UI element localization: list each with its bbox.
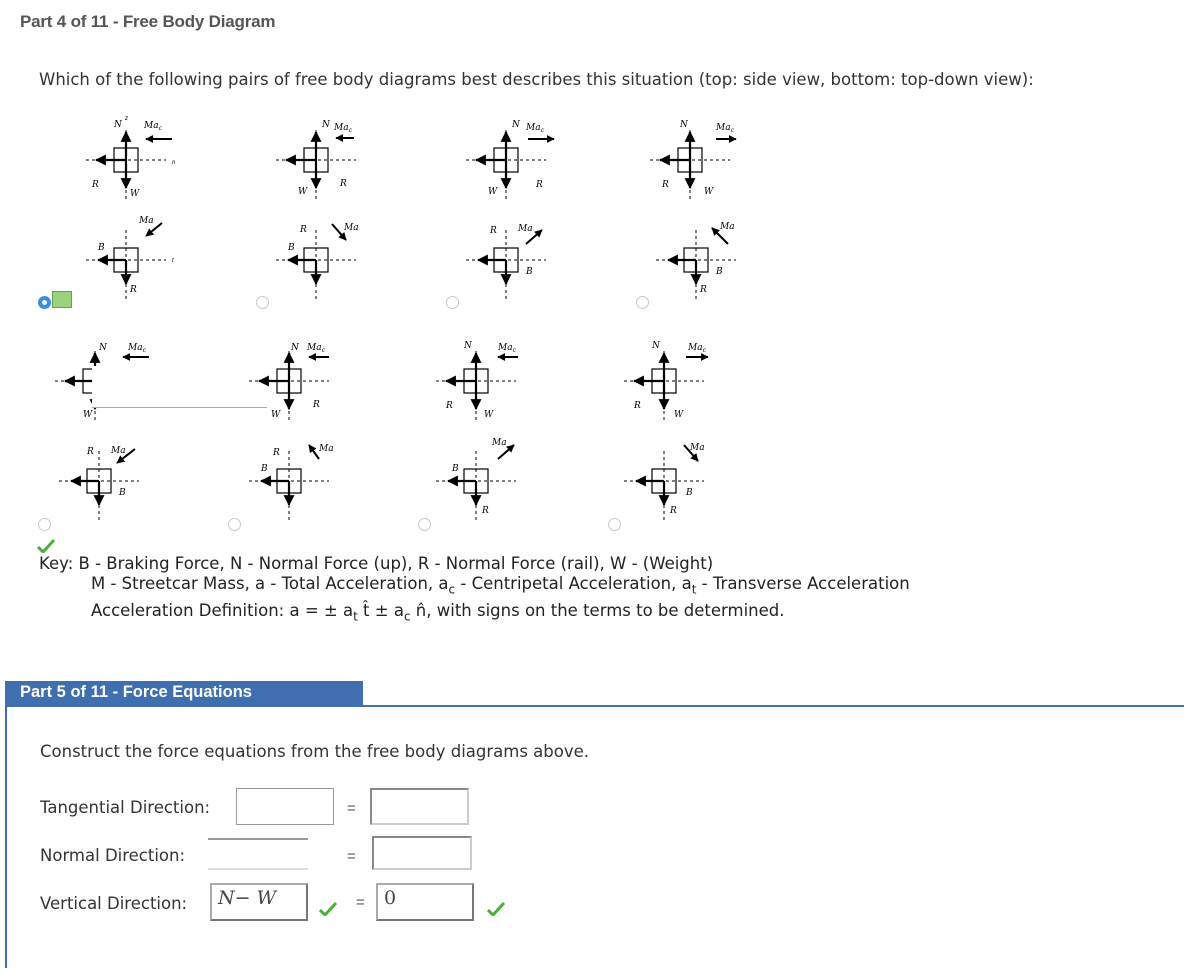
svg-text:n: n <box>172 160 176 166</box>
svg-text:R: R <box>300 225 307 235</box>
svg-text:Mac: $Ma_c$ <box>128 343 146 354</box>
fbd-option-5 <box>55 333 165 523</box>
radio-option-4[interactable] <box>636 296 649 309</box>
fbd-option-1 <box>80 112 190 302</box>
fbd-option-7 <box>432 333 542 523</box>
svg-text:Ma: Ma <box>492 438 507 448</box>
svg-text:R: R <box>130 285 137 295</box>
svg-text:B: B <box>98 243 105 253</box>
svg-text:R: R <box>446 401 453 411</box>
svg-text:W: W <box>298 187 308 197</box>
svg-text:R: R <box>340 179 347 189</box>
normal-equals: = <box>347 848 356 865</box>
svg-text:R: R <box>313 400 320 410</box>
svg-text:R: R <box>87 447 94 457</box>
key-line-3: Acceleration Definition: a = ± $a_t$ t̂ ± $a_c$ n̂, with signs on the terms to be determined. <box>91 601 785 624</box>
radio-option-2[interactable] <box>256 296 269 309</box>
question-text: Which of the following pairs of free body diagrams best describes this situation (top: side view, bottom: top-down view): <box>39 70 1034 89</box>
key-line-2: M - Streetcar Mass, a - Total Acceleration, $a_c$ - Centripetal Acceleration, $a_t$ - Transverse Acceleration <box>91 574 910 597</box>
fbd-option-4 <box>650 112 760 302</box>
radio-option-1[interactable] <box>38 296 51 309</box>
svg-text:W: W <box>130 189 140 199</box>
svg-text:W: W <box>271 410 281 420</box>
tangential-label: Tangential Direction: <box>40 798 211 817</box>
svg-text:Ma: Ma <box>319 444 334 454</box>
svg-text:Mac: $Ma_c$ <box>334 123 352 134</box>
tangential-right-input[interactable] <box>370 788 469 825</box>
svg-text:W: W <box>674 410 684 420</box>
tangential-left-input[interactable] <box>236 788 334 825</box>
normal-right-input[interactable] <box>372 836 472 870</box>
svg-text:N: N <box>464 341 472 351</box>
svg-text:Mac: $Ma_c$ <box>144 121 162 132</box>
svg-text:B: B <box>119 488 126 498</box>
hint-key-icon[interactable] <box>52 291 72 308</box>
svg-text:R: R <box>536 180 543 190</box>
svg-text:N: N <box>291 343 299 353</box>
svg-text:R: R <box>670 506 677 516</box>
svg-text:Ma: Ma <box>690 443 705 453</box>
svg-text:R: R <box>700 285 707 295</box>
fbd-option-8 <box>620 333 730 523</box>
svg-text:Ma: Ma <box>720 222 735 232</box>
fbd-option-2 <box>270 112 380 302</box>
svg-text:N: N <box>99 343 107 353</box>
svg-text:Ma: Ma <box>518 224 533 234</box>
svg-text:t: t <box>172 258 174 264</box>
overlay-box <box>92 366 267 408</box>
svg-text:N: N <box>114 120 122 130</box>
svg-text:B: B <box>686 488 693 498</box>
svg-text:W: W <box>484 410 494 420</box>
correct-check-icon <box>37 539 55 553</box>
svg-text:W: W <box>488 187 498 197</box>
radio-option-6[interactable] <box>228 518 241 531</box>
svg-text:Ma: Ma <box>139 216 154 226</box>
svg-text:Mac: $Ma_c$ <box>716 123 734 134</box>
svg-text:B: B <box>288 243 295 253</box>
svg-text:B: B <box>261 464 268 474</box>
svg-text:B: B <box>526 267 533 277</box>
svg-text:Mac: $Ma_c$ <box>688 343 706 354</box>
vertical-right-input[interactable]: 0 <box>376 883 474 921</box>
svg-text:N: N <box>680 120 688 130</box>
svg-text:N: N <box>652 341 660 351</box>
radio-option-3[interactable] <box>446 296 459 309</box>
svg-text:W: W <box>704 187 714 197</box>
part5-title: Part 5 of 11 - Force Equations <box>5 681 363 705</box>
svg-text:Ma: Ma <box>111 446 126 456</box>
svg-text:R: R <box>482 506 489 516</box>
vertical-left-check-icon <box>319 902 337 916</box>
svg-text:R: R <box>92 180 99 190</box>
svg-text:Mac: $Ma_c$ <box>526 123 544 134</box>
svg-text:Mac: $Ma_c$ <box>498 343 516 354</box>
normal-label: Normal Direction: <box>40 846 186 865</box>
svg-text:W: W <box>83 410 93 420</box>
radio-option-8[interactable] <box>608 518 621 531</box>
svg-text:B: B <box>452 464 459 474</box>
key-line-1: Key: B - Braking Force, N - Normal Force (up), R - Normal Force (rail), W - (Weight) <box>39 554 714 573</box>
normal-left-input[interactable] <box>208 838 308 870</box>
vertical-left-input[interactable]: N− W <box>210 883 308 921</box>
radio-option-7[interactable] <box>418 518 431 531</box>
vertical-right-check-icon <box>487 902 505 916</box>
fbd-option-6 <box>245 333 355 523</box>
svg-text:R: R <box>273 448 280 458</box>
svg-text:Mac: $Ma_c$ <box>307 343 325 354</box>
svg-text:R: R <box>490 226 497 236</box>
vertical-equals: = <box>356 894 365 911</box>
svg-text:B: B <box>716 267 723 277</box>
radio-option-5[interactable] <box>38 518 51 531</box>
svg-text:R: R <box>662 180 669 190</box>
part5-left-border <box>5 705 7 968</box>
svg-text:N: N <box>512 120 520 130</box>
svg-text:R: R <box>634 401 641 411</box>
fbd-option-3 <box>460 112 570 302</box>
svg-text:z: z <box>125 116 128 122</box>
part5-instruction: Construct the force equations from the free body diagrams above. <box>40 742 590 761</box>
svg-text:N: N <box>322 120 330 130</box>
vertical-label: Vertical Direction: <box>40 894 188 913</box>
svg-text:Ma: Ma <box>344 223 359 233</box>
part5-divider <box>5 705 1184 707</box>
tangential-equals: = <box>347 800 356 817</box>
part4-title: Part 4 of 11 - Free Body Diagram <box>20 12 276 31</box>
